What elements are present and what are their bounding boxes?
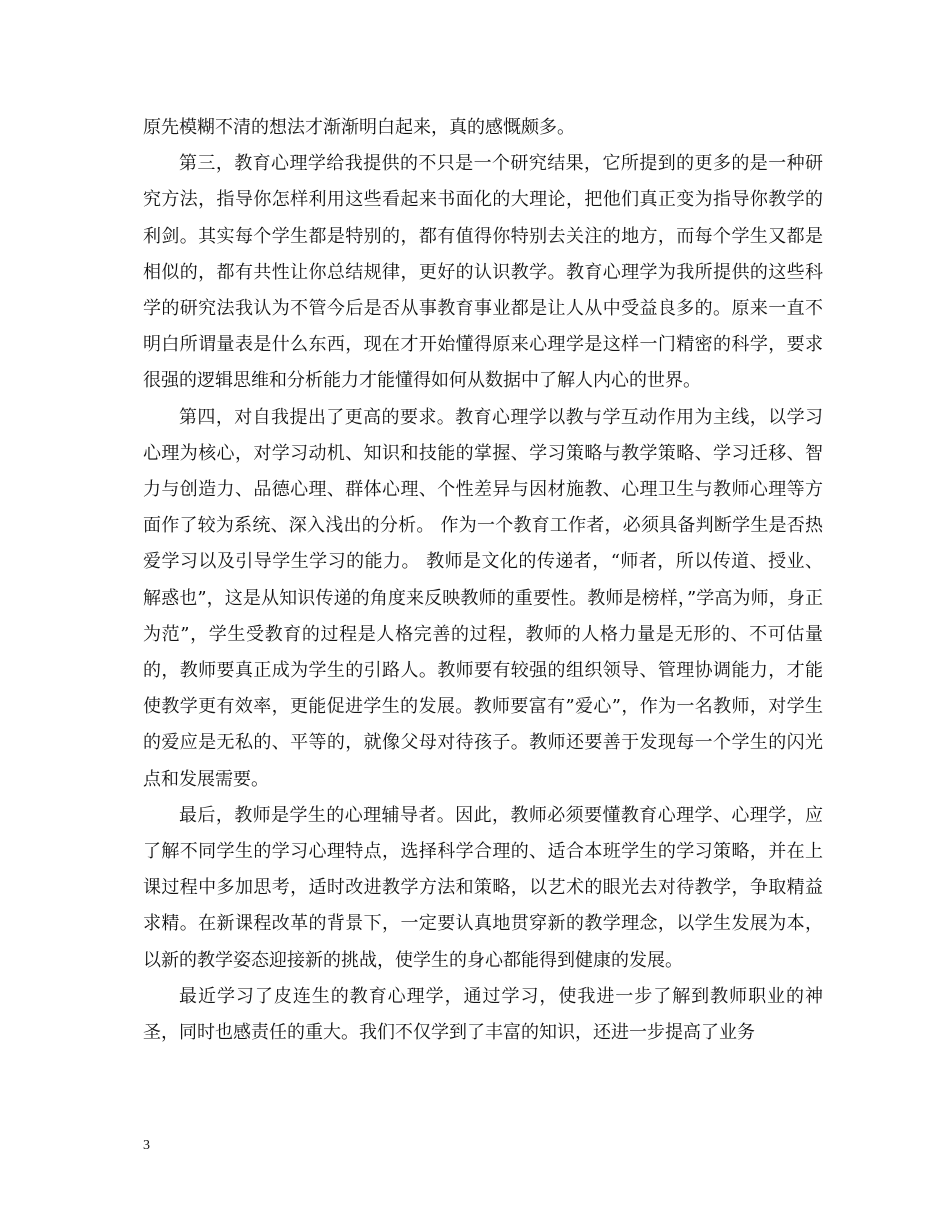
page-number: 3	[143, 1138, 150, 1153]
paragraph-3: 第四，对自我提出了更高的要求。教育心理学以教与学互动作用为主线，以学习心理为核心，对学习动机、知识和技能的掌握、学习策略与教学策略、学习迁移、智力与创造力、品德心理、群体心理、个性差异与因材施教、心理卫生与教师心理等方面作了较为系统、深入浅出的分析。 作为一个教育工作者，必须具备判断学生是否热爱学习以及引导学生学习的能力。 教师是文化的传递者，“师者，所以传道、授业、解惑也”，这是从知识传递的角度来反映教师的重要性。教师是榜样，”学高为师，身正为范”，学生受教育的过程是人格完善的过程，教师的人格力量是无形的、不可估量的，教师要真正成为学生的引路人。教师要有较强的组织领导、管理协调能力，才能使教学更有效率，更能促进学生的发展。教师要富有”爱心”，作为一名教师，对学生的爱应是无私的、平等的，就像父母对待孩子。教师还要善于发现每一个学生的闪光点和发展需要。	[143, 406, 823, 790]
paragraph-2: 第三，教育心理学给我提供的不只是一个研究结果，它所提到的更多的是一种研究方法，指导你怎样利用这些看起来书面化的大理论，把他们真正变为指导你教学的利剑。其实每个学生都是特别的，都有值得你特别去关注的地方，而每个学生又都是相似的，都有共性让你总结规律，更好的认识教学。教育心理学为我所提供的这些科学的研究法我认为不管今后是否从事教育事业都是让人从中受益良多的。原来一直不明白所谓量表是什么东西，现在才开始懂得原来心理学是这样一门精密的科学，要求很强的逻辑思维和分析能力才能懂得如何从数据中了解人内心的世界。	[143, 153, 823, 392]
paragraph-5: 最近学习了皮连生的教育心理学，通过学习，使我进一步了解到教师职业的神圣，同时也感责任的重大。我们不仅学到了丰富的知识，还进一步提高了业务	[143, 985, 823, 1044]
paragraph-1: 原先模糊不清的想法才渐渐明白起来，真的感慨颇多。	[143, 117, 575, 138]
document-body	[143, 110, 823, 1051]
paragraph-4: 最后，教师是学生的心理辅导者。因此，教师必须要懂教育心理学、心理学，应了解不同学生的学习心理特点，选择科学合理的、适合本班学生的学习策略，并在上课过程中多加思考，适时改进教学方法和策略，以艺术的眼光去对待教学，争取精益求精。在新课程改革的背景下，一定要认真地贯穿新的教学理念，以学生发展为本，以新的教学姿态迎接新的挑战，使学生的身心都能得到健康的发展。	[143, 804, 823, 971]
